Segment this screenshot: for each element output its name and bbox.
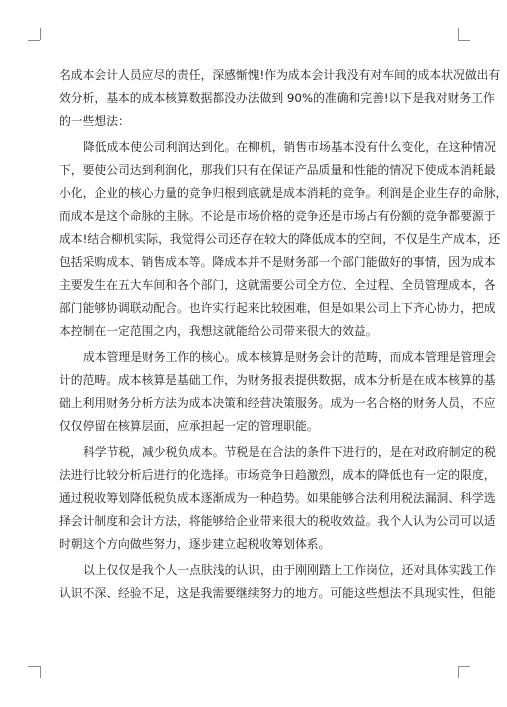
paragraph bbox=[59, 64, 501, 133]
document-body bbox=[59, 64, 507, 605]
text-line: 通过税收筹划降低税负成本逐渐成为一种趋势。如果能够合法利用税法漏洞、科学选 bbox=[59, 491, 496, 505]
text-line: 小化，企业的核心力量的竞争归根到底就是成本消耗的竞争。利润是企业生存的命脉， bbox=[59, 186, 507, 200]
text-line: 而成本是这个命脉的主脉。不论是市场价格的竞争还是市场占有份额的竞争都要源于 bbox=[59, 209, 496, 223]
paragraph bbox=[59, 346, 496, 438]
text-line: 本控制在一定范围之内，我想这就能给公司带来很大的效益。 bbox=[59, 324, 378, 338]
paragraph bbox=[59, 136, 507, 343]
text-line: 以上仅仅是我个人一点肤浅的认识，由于刚刚踏上工作岗位，还对具体实践工作 bbox=[83, 563, 496, 577]
paragraph bbox=[59, 559, 496, 605]
text-line: 仅仅停留在核算层面，应承担起一定的管理职能。 bbox=[59, 419, 319, 433]
text-line: 法进行比较分析后进行的化选择。市场竞争日趋激烈，成本的降低也有一定的限度， bbox=[59, 468, 496, 482]
paragraph bbox=[59, 441, 496, 556]
text-line: 下，要使公司达到利润化，那我们只有在保证产品质量和性能的情况下使成本消耗最 bbox=[59, 163, 496, 177]
text-line: 名成本会计人员应尽的责任，深感惭愧!作为成本会计我没有对车间的成本状况做出有 bbox=[59, 68, 501, 82]
text-line: 础上利用财务分析方法为成本决策和经营决策服务。成为一名合格的财务人员，不应 bbox=[59, 396, 496, 410]
text-line: 科学节税，减少税负成本。节税是在合法的条件下进行的，是在对政府制定的税 bbox=[83, 445, 496, 459]
text-line: 计的范畴。成本核算是基础工作，为财务报表提供数据，成本分析是在成本核算的基 bbox=[59, 373, 496, 387]
text-line: 降低成本使公司利润达到化。在柳机，销售市场基本没有什么变化，在这种情况 bbox=[83, 140, 496, 154]
text-line: 主要发生在五大车间和各个部门，这就需要公司全方位、全过程、全员管理成本，各 bbox=[59, 278, 496, 292]
text-line: 成本!结合柳机实际，我觉得公司还存在较大的降低成本的空间，不仅是生产成本，还 bbox=[59, 232, 501, 246]
text-line: 时朝这个方向做些努力，逐步建立起税收筹划体系。 bbox=[59, 537, 331, 551]
text-line: 包括采购成本、销售成本等。降成本并不是财务部一个部门能做好的事情，因为成本 bbox=[59, 255, 496, 269]
text-line: 的一些想法： bbox=[59, 114, 130, 128]
text-line: 效分析，基本的成本核算数据都没办法做到 90%的准确和完善!以下是我对财务工作 bbox=[59, 91, 495, 105]
text-line: 部门能够协调联动配合。也许实行起来比较困难，但是如果公司上下齐心协力，把成 bbox=[59, 301, 496, 315]
text-line: 择会计制度和会计方法，将能够给企业带来很大的税收效益。我个人认为公司可以适 bbox=[59, 514, 496, 528]
text-line: 认识不深、经验不足，这是我需要继续努力的地方。可能这些想法不具现实性，但能 bbox=[59, 586, 496, 600]
text-line: 成本管理是财务工作的核心。成本核算是财务会计的范畴，而成本管理是管理会 bbox=[83, 350, 496, 364]
